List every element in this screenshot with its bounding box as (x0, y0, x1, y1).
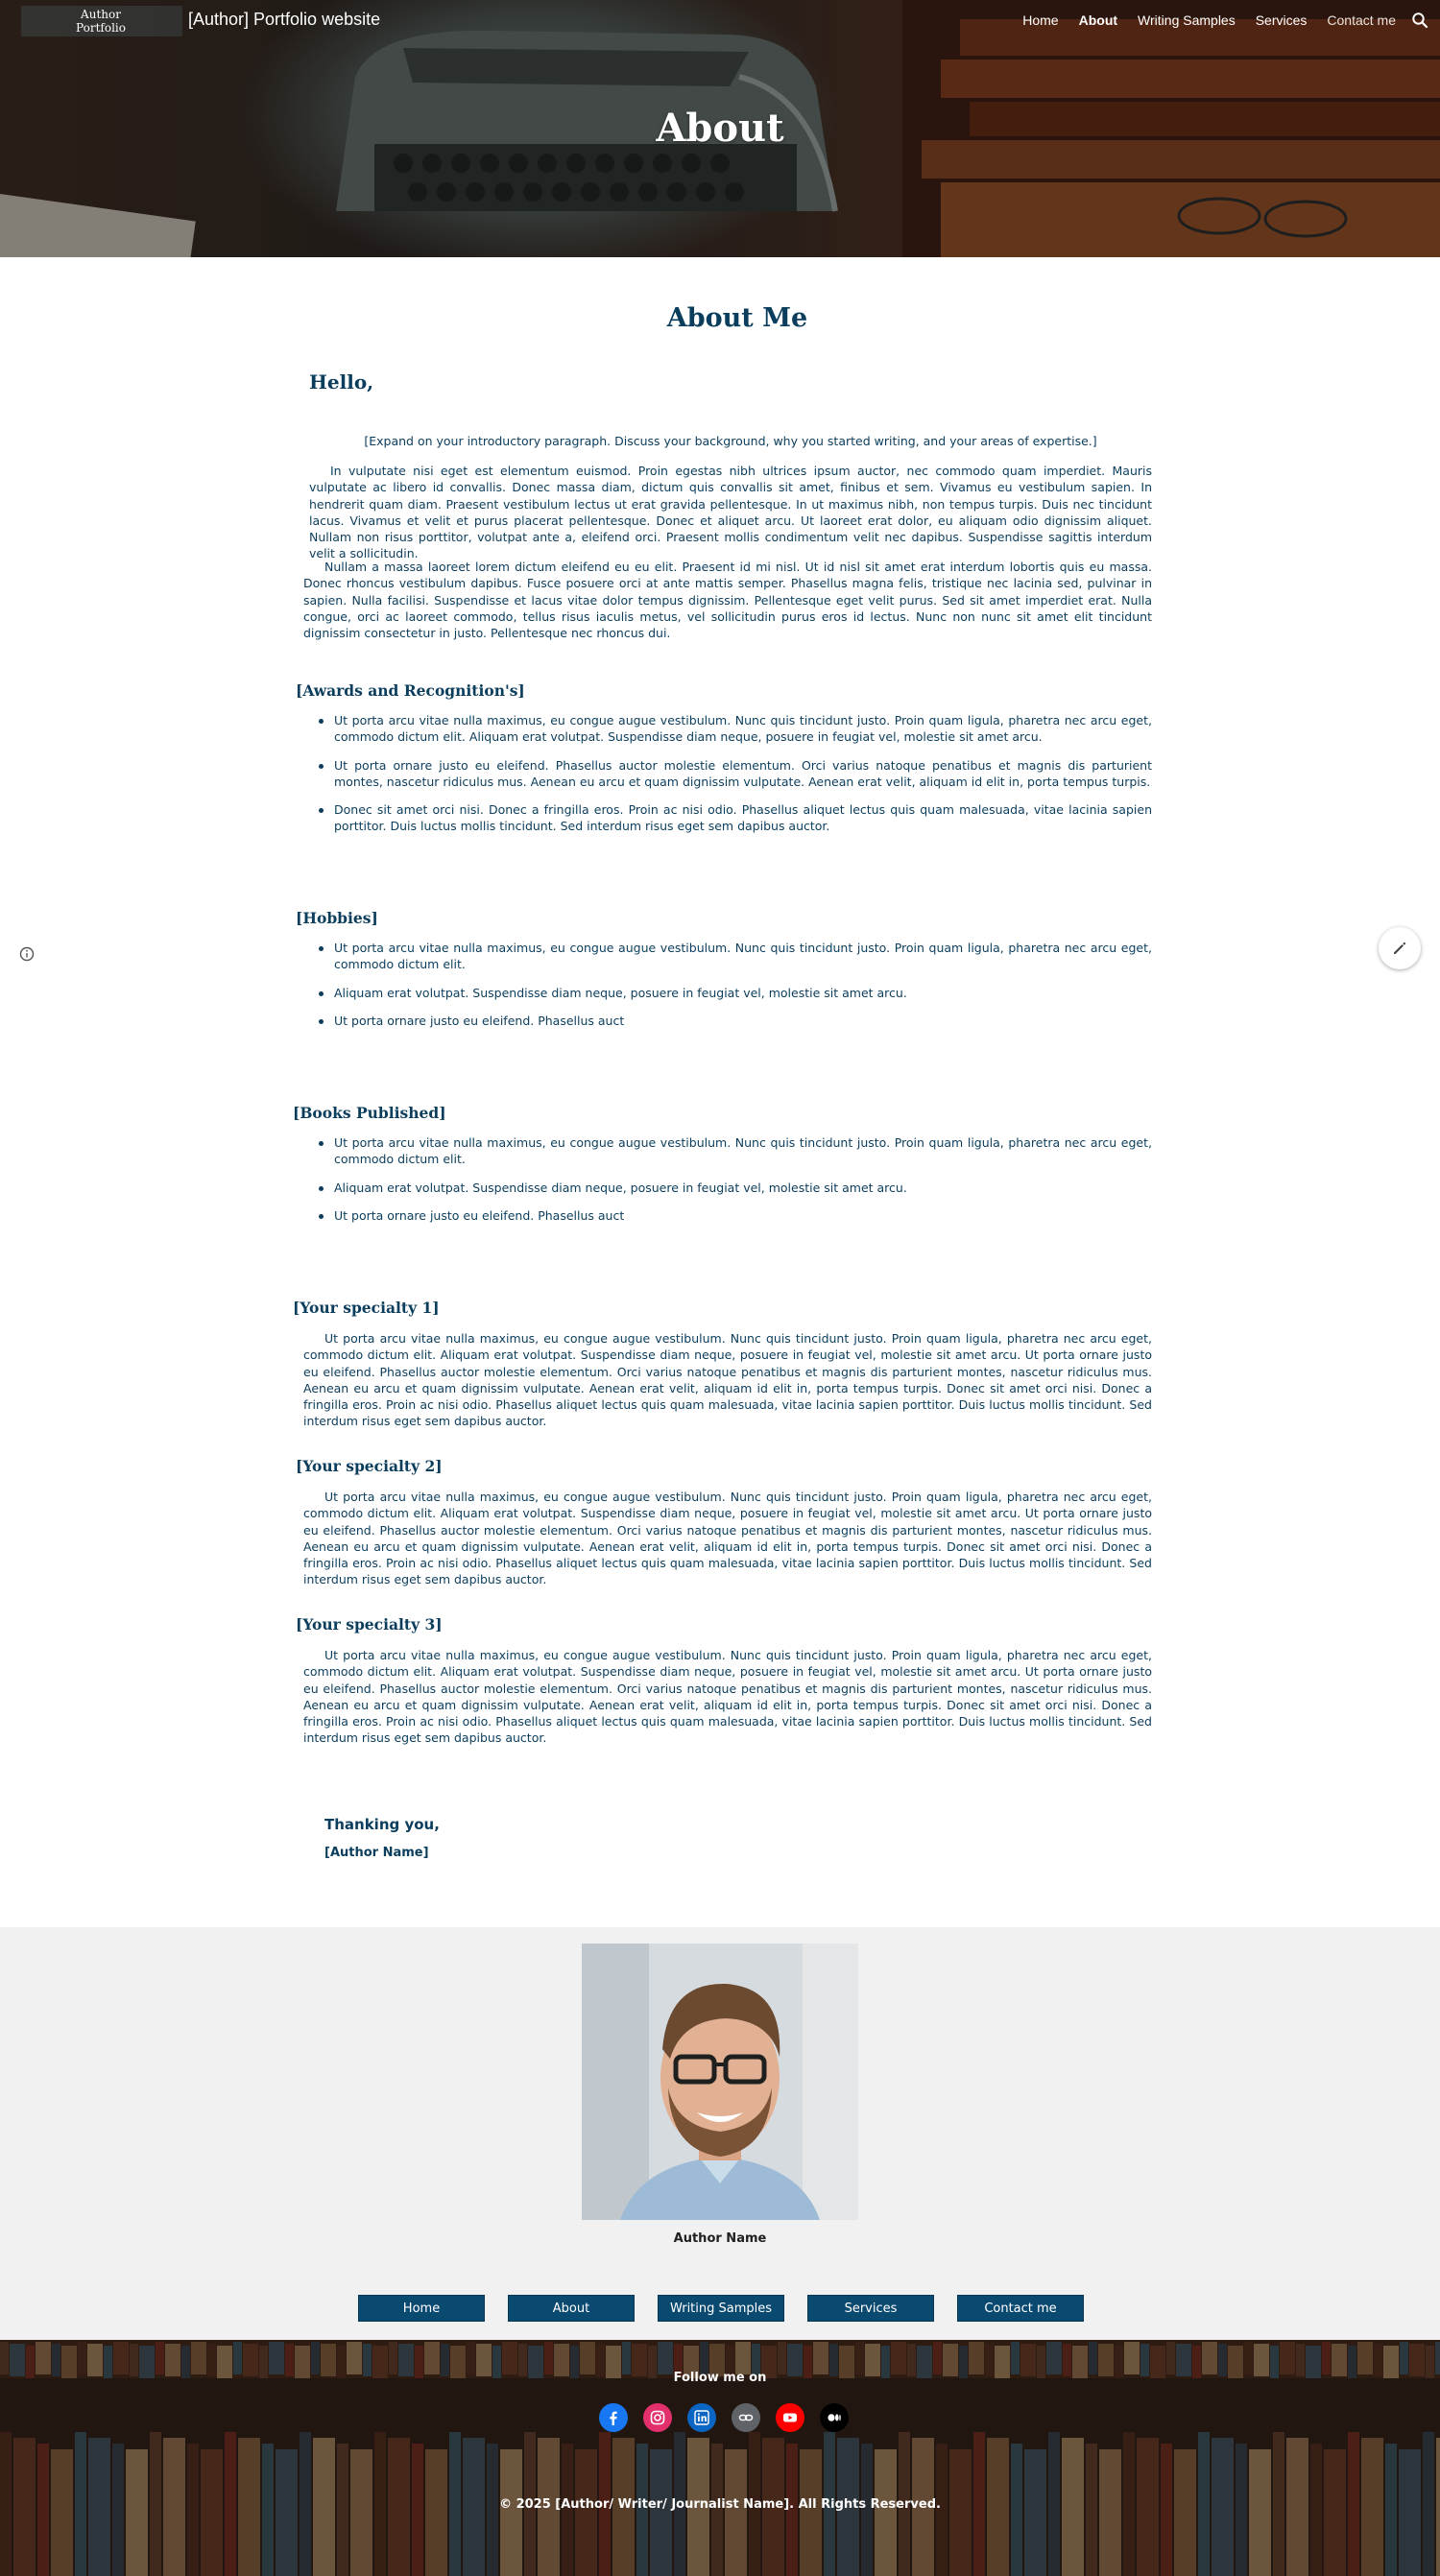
list-item: Ut porta arcu vitae nulla maximus, eu congue augue vestibulum. Nunc quis tincidunt justo. Proin quam ligula, pharetra nec arcu eget, commodo dictum elit. Aliquam erat volutpat. Suspendisse diam neque, posuere in feugiat vel, molestie sit amet arcu. (334, 713, 1152, 745)
list-item: Ut porta arcu vitae nulla maximus, eu congue augue vestibulum. Nunc quis tincidunt justo. Proin quam ligula, pharetra nec arcu eget, commodo dictum elit. (334, 1135, 1152, 1167)
main-content (0, 257, 1440, 1927)
site-title[interactable]: [Author] Portfolio website (188, 10, 381, 29)
main-nav (1022, 12, 1396, 28)
linkedin-icon[interactable] (687, 2403, 716, 2432)
profile-section (0, 1927, 1440, 2340)
books-list (334, 1134, 1152, 1224)
hero-banner (0, 0, 1440, 257)
specialty-3-heading: [Your specialty 3] (296, 1615, 443, 1634)
info-icon[interactable] (19, 946, 35, 962)
intro-prompt: [Expand on your introductory paragraph. Discuss your background, why you started writing, and your areas of expertise.] (364, 434, 1097, 448)
footer-nav-buttons (358, 2295, 1084, 2322)
nav-about[interactable]: About (1078, 12, 1118, 28)
follow-me-label: Follow me on (673, 2371, 767, 2385)
greeting: Hello, (309, 370, 374, 394)
specialty-1-heading: [Your specialty 1] (293, 1299, 440, 1317)
logo-text[interactable] (58, 8, 144, 35)
nav-home[interactable]: Home (1022, 12, 1059, 28)
about-button[interactable]: About (508, 2295, 635, 2322)
intro-paragraph-1: In vulputate nisi eget est elementum euismod. Proin egestas nibh ultrices ipsum auctor, nec commodo quam imperdiet. Mauris vulputate ac libero id convallis. Donec massa diam, dictum quis convallis sit amet, finibus et sem. Vivamus eu vestibulum sapien. In hendrerit quam diam. Praesent vestibulum lectus ut erat gravida pellentesque. In ut maximus nibh, non tempus turpis. Duis nec tincidunt lacus. Vivamus et velit et purus placerat pellentesque. Donec et aliquet arcu. Ut laoreet erat dolor, eu aliquam odio dignissim aliquet. Nullam non risus porttitor, volutpat ante a, eleifend orci. Praesent mollis condimentum velit nec dapibus. Suspendisse sagittis interdum velit a sollicitudin. (309, 464, 1152, 561)
link-icon[interactable] (732, 2403, 760, 2432)
edit-button[interactable] (1379, 927, 1421, 969)
intro-paragraph-2: Nullam a massa laoreet lorem dictum eleifend eu eu elit. Praesent id mi nisl. Ut id nisl sit amet erat interdum lobortis quis eu massa. Donec rhoncus vestibulum dapibus. Fusce posuere orci at ante mattis semper. Phasellus magna felis, tristique nec lacinia sed, pulvinar in sapien. Nulla facilisi. Suspendisse et lacus vitae dolor tempus dignissim. Pellentesque eget velit purus. Sed sit amet imperdiet erat. Nulla congue, orci ac laoreet commodo, tellus risus iaculis metus, vel sollicitudin purus eros id lectus. Nunc non nunc sit amet elit tincidunt dignissim consectetur in justo. Pellentesque nec rhoncus dui. (303, 560, 1152, 641)
facebook-icon[interactable] (599, 2403, 628, 2432)
list-item: Aliquam erat volutpat. Suspendisse diam neque, posuere in feugiat vel, molestie sit amet arcu. (334, 1180, 1152, 1196)
youtube-icon[interactable] (776, 2403, 804, 2432)
home-button[interactable]: Home (358, 2295, 485, 2322)
list-item: Ut porta ornare justo eu eleifend. Phasellus auct (334, 1013, 1152, 1029)
footer (0, 2340, 1440, 2576)
logo-line-1: Author (81, 8, 121, 21)
specialty-2-text: Ut porta arcu vitae nulla maximus, eu congue augue vestibulum. Nunc quis tincidunt justo. Proin quam ligula, pharetra nec arcu eget, commodo dictum elit. Aliquam erat volutpat. Suspendisse diam neque, posuere in feugiat vel, molestie sit amet arcu. Ut porta ornare justo eu eleifend. Phasellus auctor molestie elementum. Orci varius natoque penatibus et magnis dis parturient montes, nascetur ridiculus mus. Aenean eu arcu et quam dignissim vulputate. Aenean erat velit, aliquam id elit in, porta tempus turpis. Donec sit amet orci nisi. Donec a fringilla eros. Proin ac nisi odio. Phasellus aliquet lectus quis quam malesuada, vitae lacinia sapien porttitor. Duis luctus mollis tincidunt. Sed interdum risus eget sem dapibus auctor. (303, 1490, 1152, 1587)
list-item: Ut porta ornare justo eu eleifend. Phasellus auctor molestie elementum. Orci varius natoque penatibus et magnis dis parturient montes, nascetur ridiculus mus. Aenean eu arcu et quam dignissim vulputate. Aenean erat velit, aliquam id elit in, porta tempus turpis. (334, 757, 1152, 789)
specialty-3-text: Ut porta arcu vitae nulla maximus, eu congue augue vestibulum. Nunc quis tincidunt justo. Proin quam ligula, pharetra nec arcu eget, commodo dictum elit. Aliquam erat volutpat. Suspendisse diam neque, posuere in feugiat vel, molestie sit amet arcu. Ut porta ornare justo eu eleifend. Phasellus auctor molestie elementum. Orci varius natoque penatibus et magnis dis parturient montes, nascetur ridiculus mus. Aenean eu arcu et quam dignissim vulputate. Aenean erat velit, aliquam id elit in, porta tempus turpis. Donec sit amet orci nisi. Donec a fringilla eros. Proin ac nisi odio. Phasellus aliquet lectus quis quam malesuada, vitae lacinia sapien porttitor. Duis luctus mollis tincidunt. Sed interdum risus eget sem dapibus auctor. (303, 1648, 1152, 1746)
top-navigation-bar (0, 0, 1440, 42)
medium-icon[interactable] (820, 2403, 849, 2432)
author-photo (582, 1944, 858, 2220)
author-name: Author Name (673, 2231, 767, 2246)
contact-me-button[interactable]: Contact me (957, 2295, 1084, 2322)
list-item: Donec sit amet orci nisi. Donec a fringilla eros. Proin ac nisi odio. Phasellus aliquet lectus quis quam malesuada, vitae lacinia sapien porttitor. Duis luctus mollis tincidunt. Sed interdum risus eget sem dapibus auctor. (334, 802, 1152, 834)
hobbies-list (334, 940, 1152, 1029)
search-icon[interactable] (1411, 12, 1428, 29)
instagram-icon[interactable] (643, 2403, 672, 2432)
hobbies-heading: [Hobbies] (296, 909, 378, 927)
portrait-image (582, 1944, 858, 2220)
specialty-2-heading: [Your specialty 2] (296, 1457, 443, 1475)
copyright-text: © 2025 [Author/ Writer/ Journalist Name]. All Rights Reserved. (499, 2497, 941, 2512)
list-item: Aliquam erat volutpat. Suspendisse diam neque, posuere in feugiat vel, molestie sit amet arcu. (334, 985, 1152, 1001)
about-me-heading: About Me (666, 303, 808, 333)
specialty-1-text: Ut porta arcu vitae nulla maximus, eu congue augue vestibulum. Nunc quis tincidunt justo. Proin quam ligula, pharetra nec arcu eget, commodo dictum elit. Aliquam erat volutpat. Suspendisse diam neque, posuere in feugiat vel, molestie sit amet arcu. Ut porta ornare justo eu eleifend. Phasellus auctor molestie elementum. Orci varius natoque penatibus et magnis dis parturient montes, nascetur ridiculus mus. Aenean eu arcu et quam dignissim vulputate. Aenean erat velit, aliquam id elit in, porta tempus turpis. Donec sit amet orci nisi. Donec a fringilla eros. Proin ac nisi odio. Phasellus aliquet lectus quis quam malesuada, vitae lacinia sapien porttitor. Duis luctus mollis tincidunt. Sed interdum risus eget sem dapibus auctor. (303, 1331, 1152, 1429)
books-heading: [Books Published] (293, 1104, 446, 1122)
awards-heading: [Awards and Recognition's] (296, 681, 525, 700)
list-item: Ut porta arcu vitae nulla maximus, eu congue augue vestibulum. Nunc quis tincidunt justo. Proin quam ligula, pharetra nec arcu eget, commodo dictum elit. (334, 941, 1152, 972)
hero-title: About (656, 106, 784, 151)
list-item: Ut porta ornare justo eu eleifend. Phasellus auct (334, 1207, 1152, 1224)
nav-writing-samples[interactable]: Writing Samples (1138, 12, 1236, 28)
writing-samples-button[interactable]: Writing Samples (658, 2295, 784, 2322)
nav-contact-me[interactable]: Contact me (1327, 12, 1396, 28)
nav-services[interactable]: Services (1255, 12, 1308, 28)
awards-list (334, 712, 1152, 835)
author-signature: [Author Name] (324, 1846, 429, 1860)
logo-line-2: Portfolio (76, 21, 126, 35)
services-button[interactable]: Services (807, 2295, 934, 2322)
social-links (599, 2403, 849, 2432)
pencil-icon (1391, 940, 1408, 957)
closing-text: Thanking you, (324, 1816, 440, 1833)
